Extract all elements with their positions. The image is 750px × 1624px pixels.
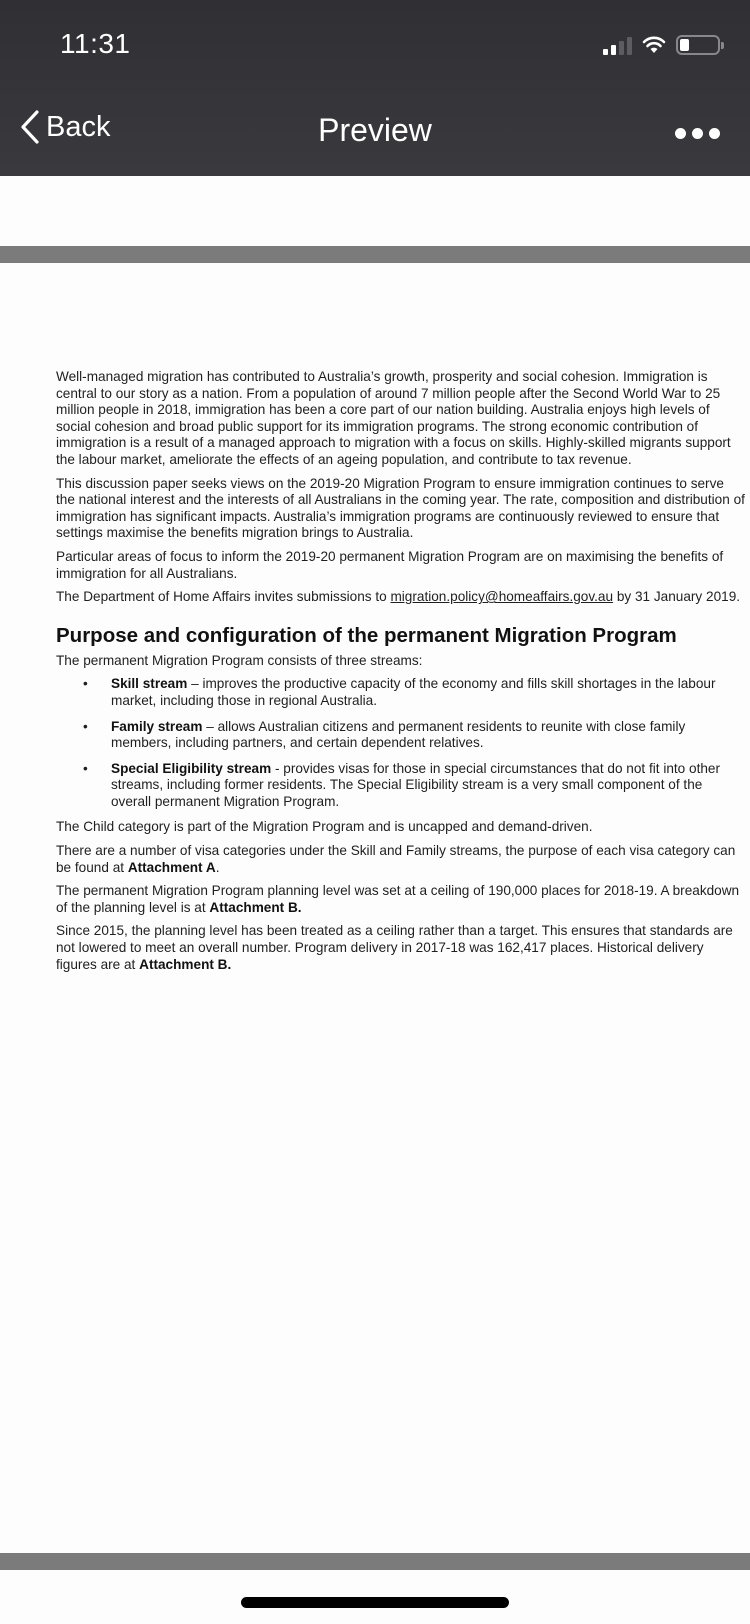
cellular-signal-icon xyxy=(603,35,632,55)
child-category-paragraph: The Child category is part of the Migration Program and is uncapped and demand-driven. xyxy=(56,819,593,835)
bullet-icon: • xyxy=(83,760,88,776)
ellipsis-icon xyxy=(675,128,686,139)
home-indicator[interactable] xyxy=(241,1597,509,1608)
list-item: • Family stream – allows Australian citizens and permanent residents to reunite with close family members, including partners, and certain dependent relatives. xyxy=(83,718,686,751)
list-item: • Special Eligibility stream - provides visas for those in special circumstances that do not fit into other streams, including former residents. The Special Eligibility stream is a very small component of the overall permanent Migration Program. xyxy=(83,760,720,809)
planning-level-paragraph: The permanent Migration Program planning level was set at a ceiling of 190,000 places for 2018-19. A breakdown of the planning level is at Attachment B. xyxy=(56,883,740,915)
back-label: Back xyxy=(46,110,111,143)
wifi-icon xyxy=(642,36,666,54)
navigation-bar xyxy=(0,0,750,176)
intro-paragraph: Particular areas of focus to inform the 2019-20 permanent Migration Program are on maximising the benefits of immigration for all Australians. xyxy=(56,548,724,581)
visa-categories-paragraph: There are a number of visa categories under the Skill and Family streams, the purpose of each visa category can be found at Attachment A. xyxy=(56,843,736,875)
bullet-icon: • xyxy=(83,718,88,734)
status-time: 11:31 xyxy=(60,28,131,59)
list-item: • Skill stream – improves the productive capacity of the economy and fills skill shortages in the labour market, including those in regional Australia. xyxy=(83,676,716,708)
intro-paragraph: Well-managed migration has contributed to Australia’s growth, prosperity and social cohesion. Immigration is central to our story as a nation. From a population of around 7 million people after the Second World War to 25 million people in 2018, immigration has been a core part of our nation building. Australia enjoys high levels of social cohesion and broad public support for its immigration programs. The strong economic contribution of immigration is a result of a managed approach to migration with a focus on skills. Highly-skilled migrants support the labour market, ameliorate the effects of an ageing population, and contribute to tax revenue. xyxy=(56,369,731,467)
streams-list xyxy=(56,676,746,810)
streams-intro: The permanent Migration Program consists of three streams: xyxy=(56,652,423,668)
page-title: Preview xyxy=(318,112,432,148)
page-separator xyxy=(0,1553,750,1570)
bullet-icon: • xyxy=(83,676,88,692)
more-options-button[interactable] xyxy=(675,128,720,139)
section-heading: Purpose and configuration of the permanent Migration Program xyxy=(56,623,677,647)
submission-paragraph: The Department of Home Affairs invites submissions to migration.policy@homeaffairs.gov.au by 31 January 2019. xyxy=(56,589,741,605)
ceiling-paragraph: Since 2015, the planning level has been treated as a ceiling rather than a target. This ensures that standards are not lowered to meet an overall number. Program delivery in 2017-18 was 162,417 places. Historical delivery figures are at Attachment B. xyxy=(56,923,733,972)
intro-paragraph: This discussion paper seeks views on the 2019-20 Migration Program to ensure immigration continues to serve the national interest and the interests of all Australians in the coming year. The rate, composition and distribution of immigration has significant impacts. Australia’s immigration programs are continuously reviewed to ensure that settings maximise the benefits migration brings to Australia. xyxy=(56,475,745,541)
status-icons xyxy=(603,33,720,57)
page-separator xyxy=(0,246,750,263)
document-content xyxy=(56,369,746,980)
battery-icon xyxy=(676,35,720,55)
email-link[interactable]: migration.policy@homeaffairs.gov.au xyxy=(390,589,614,605)
